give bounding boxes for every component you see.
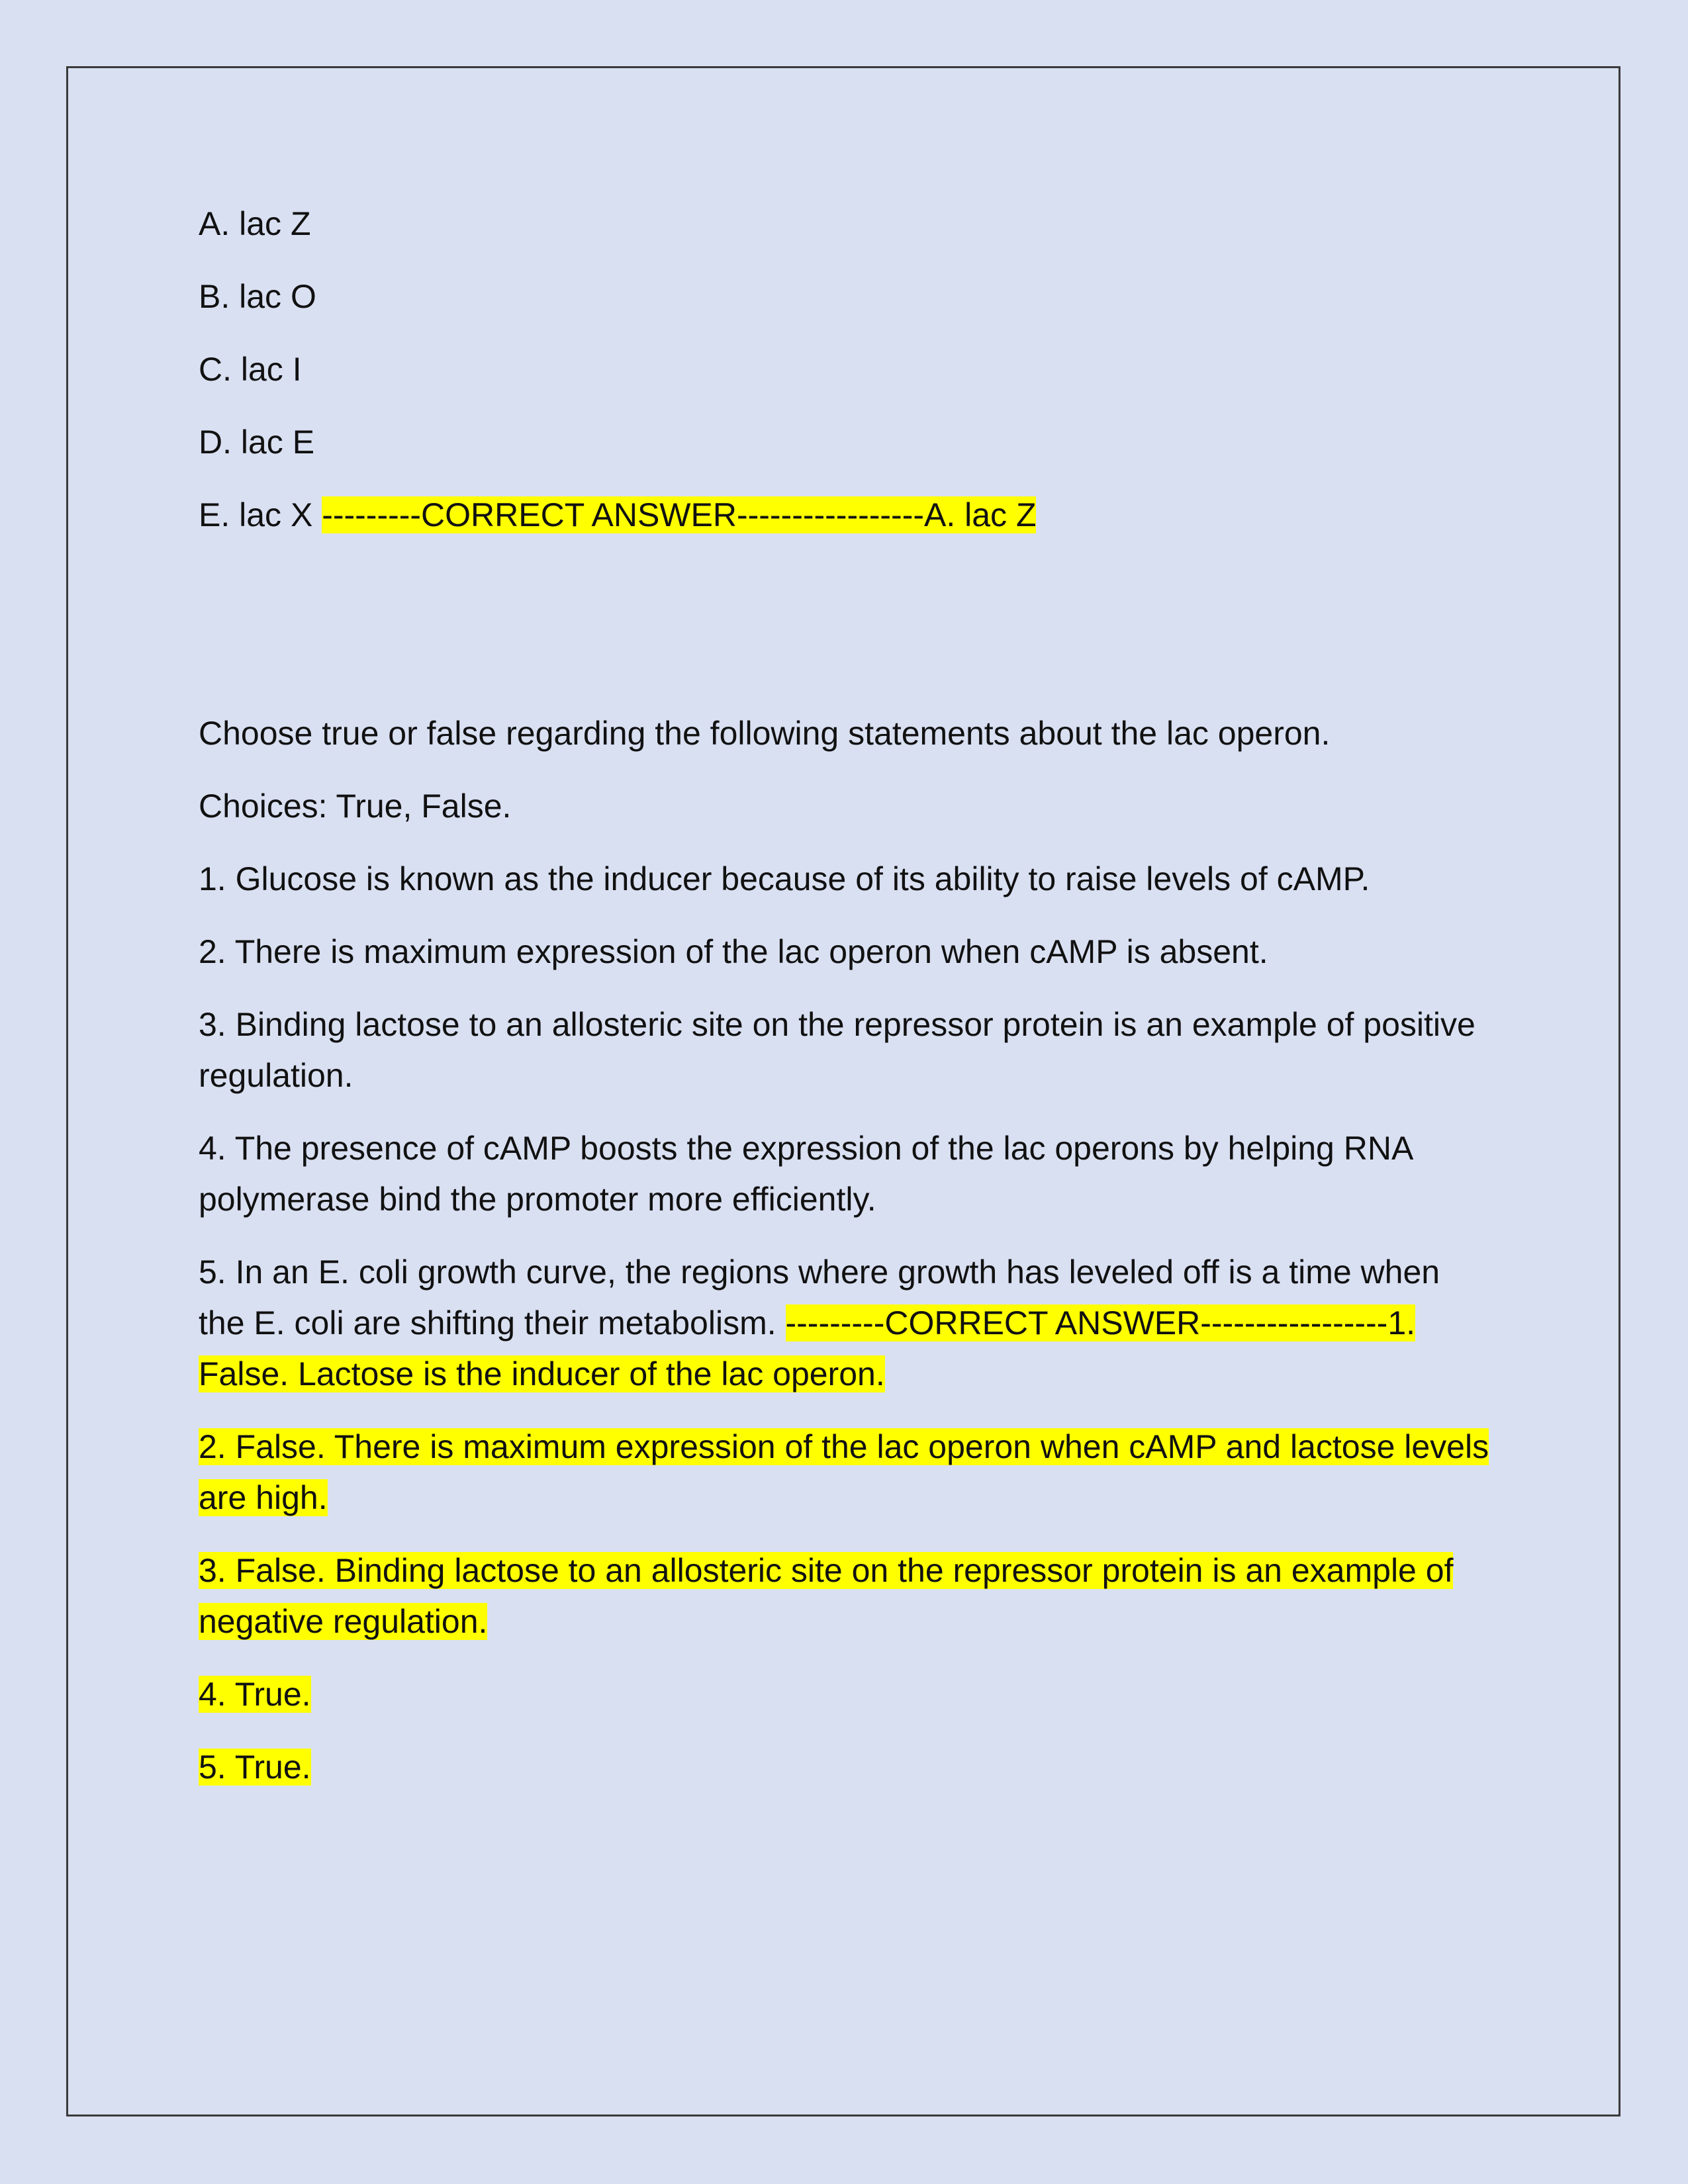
- statement-5: 5. In an E. coli growth curve, the regions where growth has leveled off is a time when the E. coli are shifting their metabolism.: [199, 1253, 1440, 1342]
- statement-5-paragraph: [199, 1247, 1489, 1400]
- answer-5-paragraph: [199, 1742, 1489, 1793]
- option-e-line: [199, 490, 1489, 541]
- answer-2: 2. False. There is maximum expression of the lac operon when cAMP and lactose levels are high.: [199, 1428, 1489, 1516]
- answer-4: 4. True.: [199, 1676, 311, 1713]
- document-content: [199, 199, 1489, 1815]
- statement-3: 3. Binding lactose to an allosteric site on the repressor protein is an example of positive regulation.: [199, 1006, 1476, 1094]
- correct-answer-1: ---------CORRECT ANSWER-----------------A. lac Z: [322, 496, 1037, 533]
- answer-3-paragraph: [199, 1545, 1489, 1647]
- option-a: A. lac Z: [199, 205, 311, 242]
- answer-5: 5. True.: [199, 1749, 311, 1786]
- answer-4-paragraph: [199, 1669, 1489, 1720]
- answer-2-paragraph: [199, 1422, 1489, 1524]
- statement-2: 2. There is maximum expression of the lac operon when cAMP is absent.: [199, 933, 1268, 970]
- spacer: [199, 563, 1489, 708]
- answer-3: 3. False. Binding lactose to an allosteric site on the repressor protein is an example of negative regulation.: [199, 1552, 1454, 1640]
- statement-1: 1. Glucose is known as the inducer because of its ability to raise levels of cAMP.: [199, 860, 1370, 897]
- choices-text: Choices: True, False.: [199, 788, 512, 825]
- option-e: E. lac X: [199, 496, 322, 533]
- correct-answer-2: ---------CORRECT ANSWER-----------------1. False. Lactose is the inducer of the lac operon.: [199, 1304, 1416, 1392]
- question-prompt: Choose true or false regarding the following statements about the lac operon.: [199, 715, 1331, 752]
- option-b: B. lac O: [199, 278, 316, 315]
- option-d: D. lac E: [199, 424, 315, 461]
- statement-4: 4. The presence of cAMP boosts the expression of the lac operons by helping RNA polymerase bind the promoter more efficiently.: [199, 1130, 1412, 1218]
- option-c: C. lac I: [199, 351, 302, 388]
